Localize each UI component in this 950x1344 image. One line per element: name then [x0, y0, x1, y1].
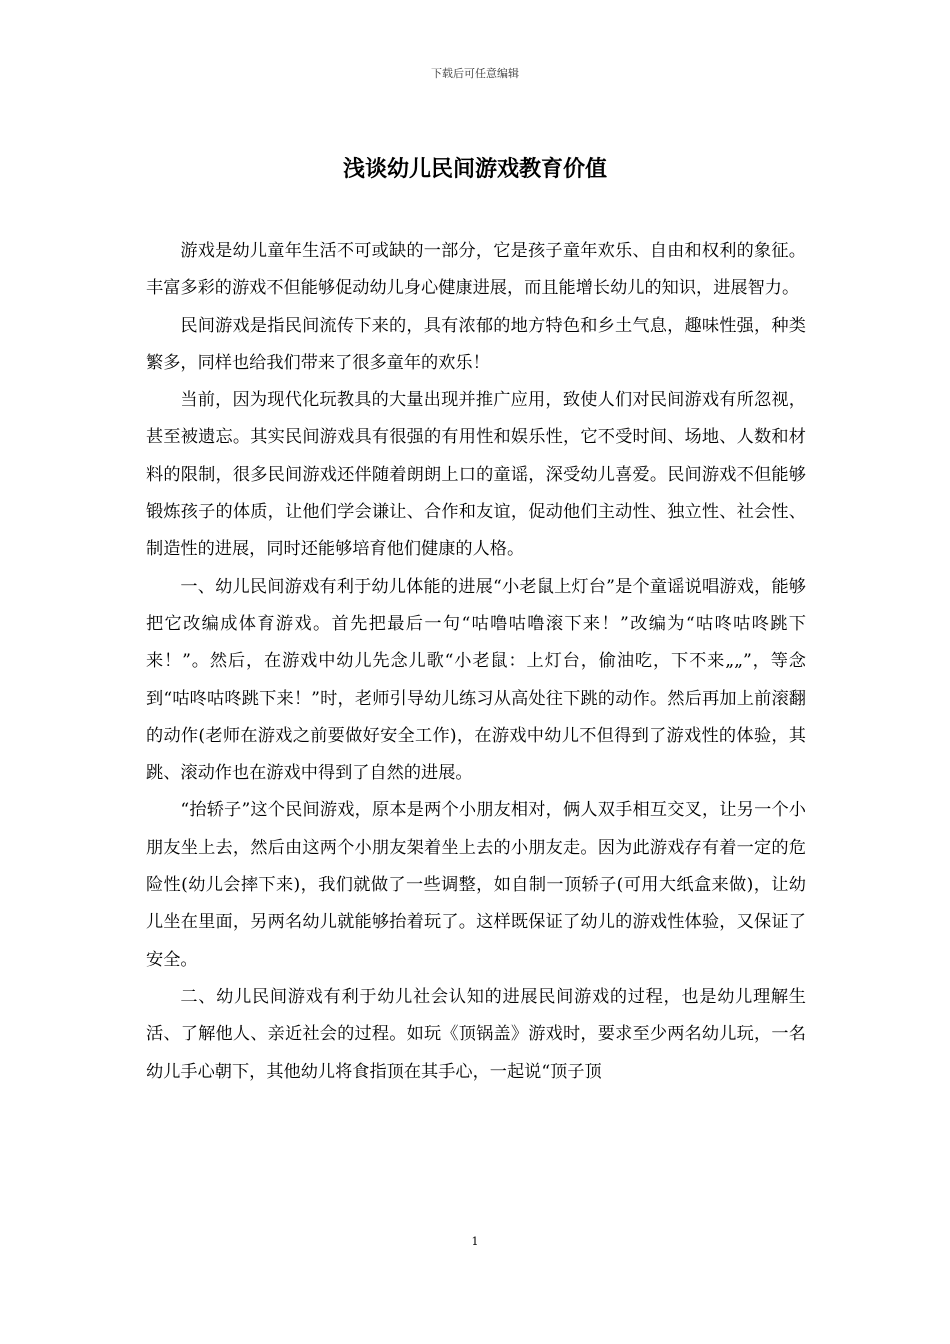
paragraph-5: “抬轿子”这个民间游戏，原本是两个小朋友相对，俩人双手相互交叉，让另一个小朋友坐上去，然后由这两个小朋友架着坐上去的小朋友走。因为此游戏存有着一定的危险性(幼儿会摔下来)，我们就做了一些调整，如自制一顶轿子(可用大纸盒来做)，让幼儿坐在里面，另两名幼儿就能够抬着玩了。这样既保证了幼儿的游戏性体验，又保证了安全。 [146, 800, 806, 970]
page-header-note: 下载后可任意编辑 [431, 67, 519, 80]
paragraph-2: 民间游戏是指民间流传下来的，具有浓郁的地方特色和乡土气息，趣味性强，种类繁多，同样也给我们带来了很多童年的欢乐！ [146, 315, 806, 373]
page-number: 1 [471, 1235, 479, 1248]
paragraph-4: 一、幼儿民间游戏有利于幼儿体能的进展“小老鼠上灯台”是个童谣说唱游戏，能够把它改编成体育游戏。首先把最后一句“咕噜咕噜滚下来！”改编为“咕咚咕咚跳下来！”。然后，在游戏中幼儿先念儿歌“小老鼠：上灯台，偷油吃，下不来„„”，等念到“咕咚咕咚跳下来！”时，老师引导幼儿练习从高处往下跳的动作。然后再加上前滚翻的动作(老师在游戏之前要做好安全工作)，在游戏中幼儿不但得到了游戏性的体验，其跳、滚动作也在游戏中得到了自然的进展。 [146, 576, 806, 784]
paragraph-1: 游戏是幼儿童年生活不可或缺的一部分，它是孩子童年欢乐、自由和权利的象征。丰富多彩的游戏不但能够促动幼儿身心健康进展，而且能增长幼儿的知识，进展智力。 [146, 241, 806, 299]
document-title: 浅谈幼儿民间游戏教育价值 [342, 156, 607, 182]
paragraph-3: 当前，因为现代化玩教具的大量出现并推广应用，致使人们对民间游戏有所忽视，甚至被遗忘。其实民间游戏具有很强的有用性和娱乐性，它不受时间、场地、人数和材料的限制，很多民间游戏还伴随着朗朗上口的童谣，深受幼儿喜爱。民间游戏不但能够锻炼孩子的体质，让他们学会谦让、合作和友谊，促动他们主动性、独立性、社会性、制造性的进展，同时还能够培育他们健康的人格。 [146, 390, 806, 560]
paragraph-6: 二、幼儿民间游戏有利于幼儿社会认知的进展民间游戏的过程，也是幼儿理解生活、了解他人、亲近社会的过程。如玩《顶锅盖》游戏时，要求至少两名幼儿玩，一名幼儿手心朝下，其他幼儿将食指顶在其手心，一起说“顶子顶 [146, 986, 806, 1082]
document-body [146, 233, 806, 1091]
